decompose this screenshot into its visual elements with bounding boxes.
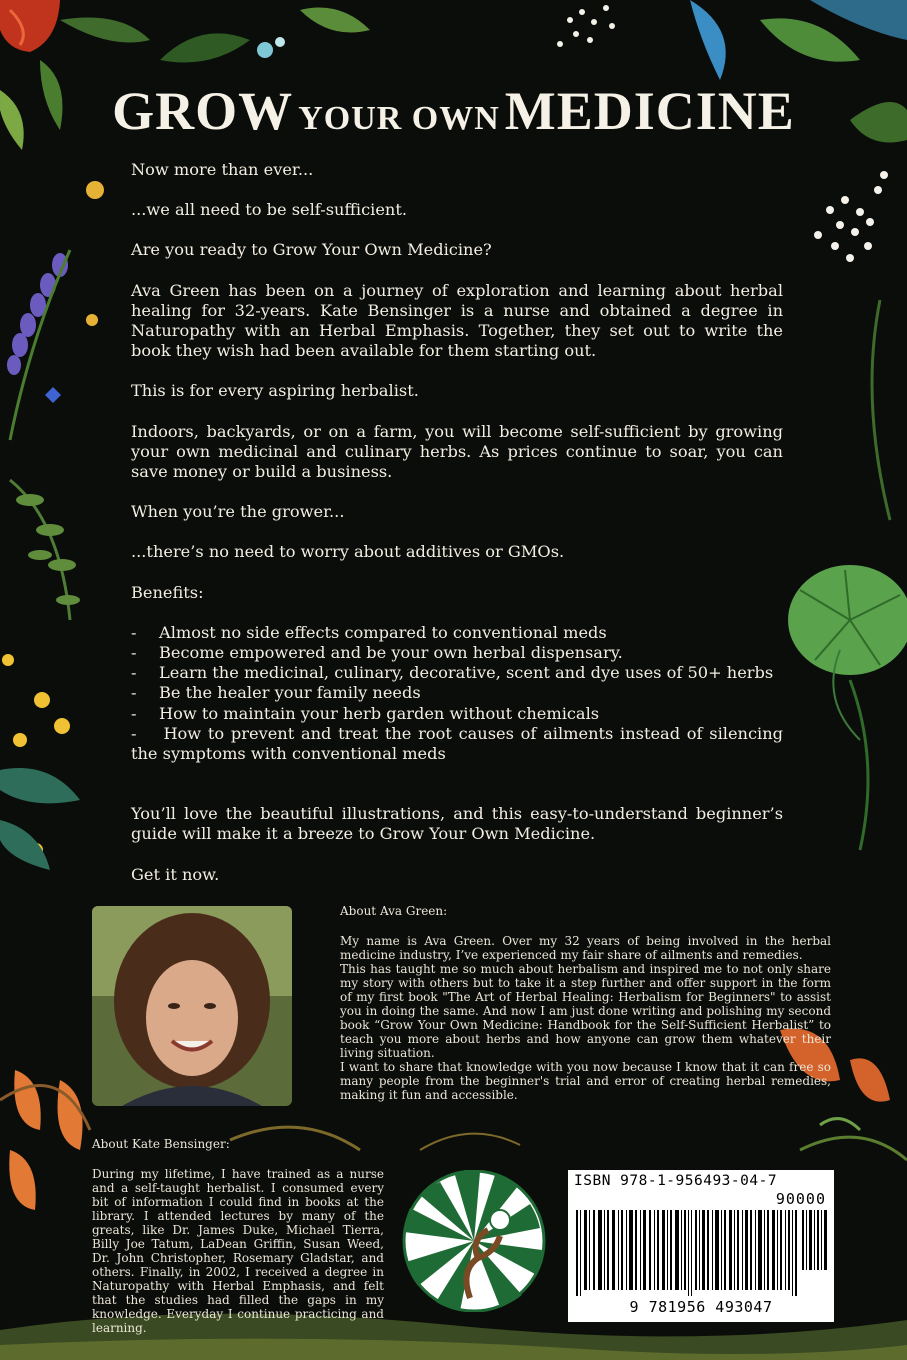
title-medicine: MEDICINE (504, 81, 795, 141)
isbn-text: ISBN 978-1-956493-04-7 (574, 1173, 778, 1189)
about-kate-heading: About Kate Bensinger: (92, 1137, 230, 1151)
about-kate-paragraph: During my lifetime, I have trained as a nurse and a self-taught herbalist. I consumed every bit of information I could find in books at the library. I attended lectures by many of the greats, like Dr. James Duke, Michael Tierra, Billy Joe Tatum, LaDean Griffin, Susan Weed, Dr. John Christopher, Rosemary Gladstar, and others. Finally, in 2002, I received a degree in Naturopathy with Herbal Emphasis, and felt that the studies had filled the gaps in my knowledge. Everyday I continue practicing and learning. (92, 1167, 384, 1335)
book-title (0, 80, 907, 142)
blurb-paragraph: You’ll love the beautiful illustrations, and this easy-to-understand beginner’s guide will make it a breeze to Grow Your Own Medicine. (131, 804, 783, 844)
list-item: - How to maintain your herb garden without chemicals (131, 703, 600, 723)
red-flower-icon (0, 0, 60, 52)
back-cover-blurb (131, 160, 783, 905)
barcode-bars-icon (574, 1192, 830, 1296)
title-your-own: YOUR OWN (298, 100, 500, 137)
about-ava-section (340, 904, 831, 1102)
list-item: - How to prevent and treat the root causes of ailments instead of silencing the symptoms with conventional meds (131, 723, 783, 764)
blurb-paragraph: This is for every aspiring herbalist. (131, 381, 419, 401)
list-item: - Be the healer your family needs (131, 683, 421, 703)
benefits-label: Benefits: (131, 582, 204, 602)
about-kate-section (92, 1137, 384, 1335)
blurb-paragraph: ...we all need to be self-sufficient. (131, 200, 408, 220)
publisher-logo-icon (400, 1170, 548, 1312)
about-ava-paragraph: I want to share that knowledge with you now because I know that it can free so many people from the beginner's trial and error of creating herbal remedies, making it fun and accessible. (340, 1060, 831, 1102)
blurb-paragraph: Ava Green has been on a journey of exploration and learning about herbal healing for 32-years. Kate Bensinger is a nurse and obtained a degree in Naturopathy with an Herbal Emphasis. Together, they set out to write the book they wish had been available for them starting out. (131, 280, 783, 361)
benefits-list (131, 623, 783, 764)
about-ava-paragraph: This has taught me so much about herbalism and inspired me to not only share my story with others but to take it a step further and offer support in the form of my first book "The Art of Herbal Healing: Herbalism for Beginners" to assist you in doing the same. And now I am just done writing and polishing my second book “Grow Your Own Medicine: Handbook for the Self-Sufficient Herbalist” to teach you more about herbs and how anyone can grow them whatever their living situation. (340, 962, 831, 1060)
about-ava-paragraph: My name is Ava Green. Over my 32 years of being involved in the herbal medicine industry, I’ve experienced my fair share of ailments and remedies. (340, 934, 831, 962)
blurb-paragraph: Now more than ever... (131, 160, 314, 179)
list-item: - Learn the medicinal, culinary, decorative, scent and dye uses of 50+ herbs (131, 663, 774, 683)
isbn-barcode (568, 1170, 834, 1322)
price-code: 90000 (775, 1190, 826, 1208)
list-item: - Almost no side effects compared to conventional meds (131, 622, 607, 642)
title-grow: GROW (112, 81, 294, 141)
author-photo (92, 906, 292, 1106)
blurb-paragraph: Get it now. (131, 864, 220, 884)
blurb-paragraph: ...there’s no need to worry about additives or GMOs. (131, 542, 565, 562)
round-leaf-icon (788, 565, 907, 675)
blurb-paragraph: When you’re the grower... (131, 502, 345, 522)
list-item: - Become empowered and be your own herbal dispensary. (131, 643, 623, 663)
barcode-digits: 9 781956 493047 (629, 1298, 773, 1316)
about-ava-heading: About Ava Green: (340, 904, 448, 918)
blurb-paragraph: Indoors, backyards, or on a farm, you will become self-sufficient by growing your own medicinal and culinary herbs. As prices continue to soar, you can save money or build a business. (131, 421, 783, 482)
blurb-paragraph: Are you ready to Grow Your Own Medicine? (131, 240, 492, 260)
